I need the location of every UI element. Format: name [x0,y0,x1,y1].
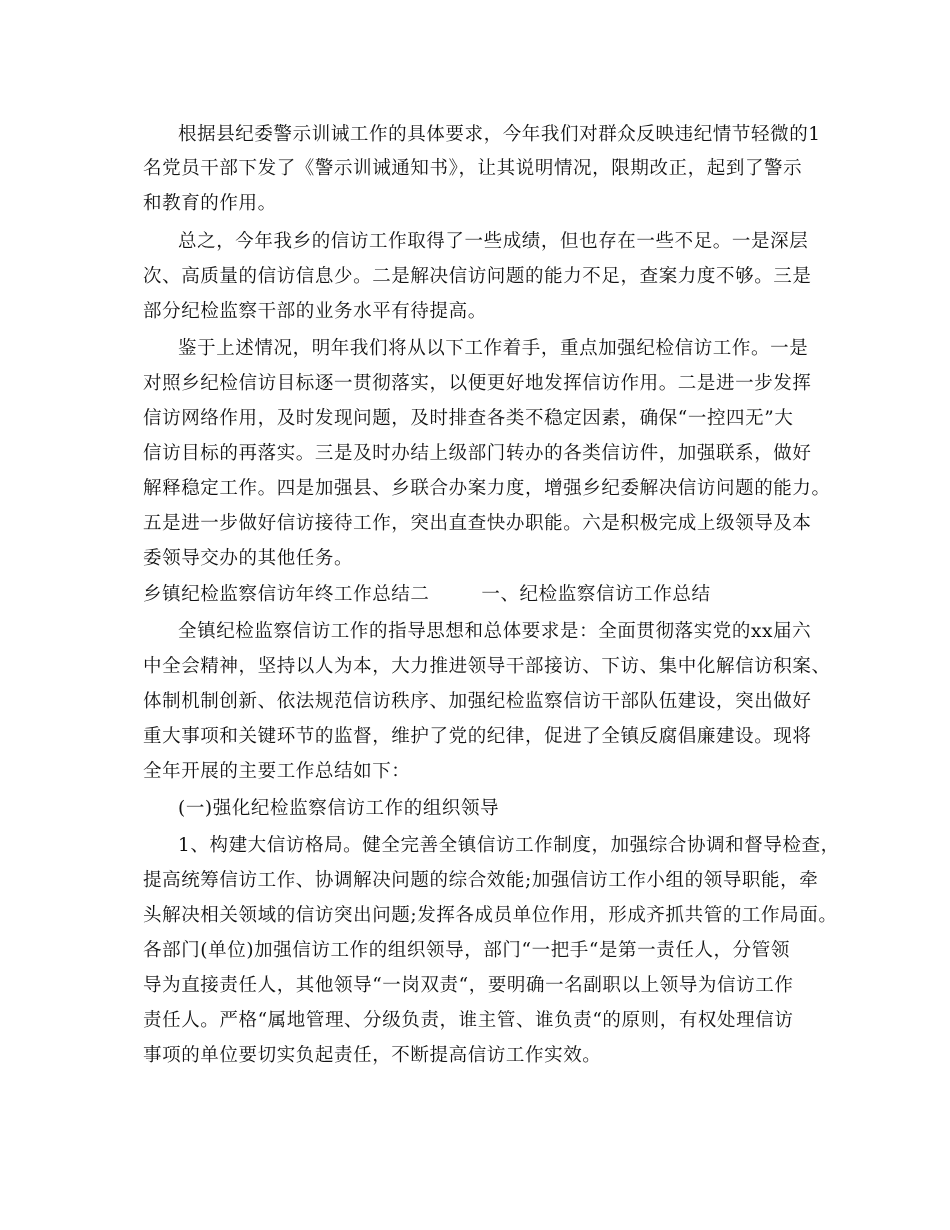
paragraph-line: 头解决相关领域的信访突出问题;发挥各成员单位作用，形成齐抓共管的工作局面。 [143,905,838,926]
paragraph-line: 委领导交办的其他任务。 [143,548,354,569]
paragraph-line: 五是进一步做好信访接待工作，突出直查快办职能。六是积极完成上级领导及本 [143,513,812,534]
paragraph-line: 提高统筹信访工作、协调解决问题的综合效能;加强信访工作小组的领导职能，牵 [143,870,819,891]
paragraph-line: 全年开展的主要工作总结如下： [143,761,411,782]
paragraph-line: 总之，今年我乡的信访工作取得了一些成绩，但也存在一些不足。一是深层 [178,231,809,252]
paragraph-line: 事项的单位要切实负起责任，不断提高信访工作实效。 [143,1045,602,1066]
paragraph-line: 信访网络作用，及时发现问题，及时排查各类不稳定因素，确保“一控四无”大 [143,408,794,429]
paragraph-line: 中全会精神，坚持以人为本，大力推进领导干部接访、下访、集中化解信访积案、 [143,656,831,677]
subsection-heading: (一)强化纪检监察信访工作的组织领导 [178,798,500,819]
section-heading-line: 乡镇纪检监察信访年终工作总结二 一、纪检监察信访工作总结 [143,584,711,605]
paragraph-line: 部分纪检监察干部的业务水平有待提高。 [143,301,487,322]
paragraph-line: 全镇纪检监察信访工作的指导思想和总体要求是：全面贯彻落实党的xx届六 [178,621,812,642]
paragraph-line: 责任人。严格“属地管理、分级负责，谁主管、谁负责“的原则，有权处理信访 [143,1010,794,1031]
paragraph-line: 导为直接责任人，其他领导“一岗双责“，要明确一名副职以上领导为信访工作 [143,975,794,996]
paragraph-line: 重大事项和关键环节的监督，维护了党的纪律，促进了全镇反腐倡廉建设。现将 [143,726,812,747]
paragraph-line: 体制机制创新、依法规范信访秩序、加强纪检监察信访干部队伍建设，突出做好 [143,691,812,712]
paragraph-line: 鉴于上述情况，明年我们将从以下工作着手，重点加强纪检信访工作。一是 [178,338,809,359]
paragraph-line: 1、构建大信访格局。健全完善全镇信访工作制度，加强综合协调和督导检查， [178,835,840,856]
paragraph-line: 和教育的作用。 [143,193,277,214]
paragraph-line: 次、高质量的信访信息少。二是解决信访问题的能力不足，查案力度不够。三是 [143,266,812,287]
paragraph-line: 各部门(单位)加强信访工作的组织领导，部门“一把手“是第一责任人，分管领 [143,940,790,961]
paragraph-line: 解释稳定工作。四是加强县、乡联合办案力度，增强乡纪委解决信访问题的能力。 [143,478,831,499]
paragraph-line: 对照乡纪检信访目标逐一贯彻落实，以便更好地发挥信访作用。二是进一步发挥 [143,373,812,394]
paragraph-line: 根据县纪委警示训诫工作的具体要求，今年我们对群众反映违纪情节轻微的1 [178,124,821,145]
paragraph-line: 名党员干部下发了《警示训诫通知书》，让其说明情况，限期改正，起到了警示 [143,158,803,179]
paragraph-line: 信访目标的再落实。三是及时办结上级部门转办的各类信访件，加强联系，做好 [143,443,812,464]
